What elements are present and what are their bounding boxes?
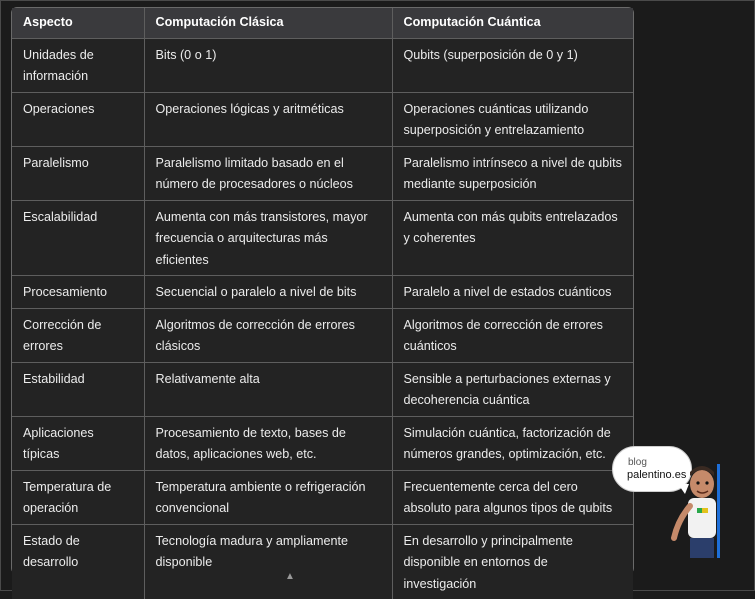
table-row <box>12 200 633 276</box>
row-aspect: Escalabilidad <box>12 200 144 276</box>
row-aspect: Aplicaciones típicas <box>12 416 144 470</box>
row-classical: Secuencial o paralelo a nivel de bits <box>144 276 392 309</box>
watermark-line2: palentino.es <box>627 469 687 481</box>
row-quantum: Paralelo a nivel de estados cuánticos <box>392 276 633 309</box>
row-quantum: Paralelismo intrínseco a nivel de qubits mediante superposición <box>392 146 633 200</box>
row-quantum: Simulación cuántica, factorización de números grandes, optimización, etc. <box>392 416 633 470</box>
row-classical: Temperatura ambiente o refrigeración convencional <box>144 470 392 524</box>
header-aspecto: Aspecto <box>12 8 144 38</box>
row-aspect: Temperatura de operación <box>12 470 144 524</box>
table-row <box>12 276 633 309</box>
row-aspect: Operaciones <box>12 92 144 146</box>
row-quantum: Frecuentemente cerca del cero absoluto para algunos tipos de qubits <box>392 470 633 524</box>
row-quantum: Operaciones cuánticas utilizando superposición y entrelazamiento <box>392 92 633 146</box>
table-row <box>12 524 633 599</box>
blog-watermark <box>612 446 720 558</box>
scroll-caret-icon: ▲ <box>285 571 295 582</box>
row-quantum: En desarrollo y principalmente disponible en entornos de investigación <box>403 533 573 591</box>
table-header-row <box>12 8 633 38</box>
row-quantum: Qubits (superposición de 0 y 1) <box>392 38 633 92</box>
row-aspect: Estabilidad <box>12 362 144 416</box>
row-aspect: Corrección de errores <box>12 308 144 362</box>
row-aspect: Unidades de información <box>12 38 144 92</box>
row-classical: Procesamiento de texto, bases de datos, aplicaciones web, etc. <box>144 416 392 470</box>
header-clasica: Computación Clásica <box>144 8 392 38</box>
watermark-accent-bar <box>717 464 720 558</box>
table-row <box>12 362 633 416</box>
table-row <box>12 416 633 470</box>
row-classical: Bits (0 o 1) <box>144 38 392 92</box>
row-aspect: Procesamiento <box>12 276 144 309</box>
row-classical: Paralelismo limitado basado en el número de procesadores o núcleos <box>144 146 392 200</box>
table-row <box>12 38 633 92</box>
row-quantum: Sensible a perturbaciones externas y decoherencia cuántica <box>392 362 633 416</box>
mascot-figure-icon <box>612 446 720 558</box>
watermark-line1: blog <box>628 457 647 468</box>
row-classical: Operaciones lógicas y aritméticas <box>144 92 392 146</box>
table-row <box>12 308 633 362</box>
table-row <box>12 470 633 524</box>
row-quantum: Aumenta con más qubits entrelazados y coherentes <box>392 200 633 276</box>
row-classical: Algoritmos de corrección de errores clásicos <box>144 308 392 362</box>
comparison-table <box>11 7 634 591</box>
table-row <box>12 92 633 146</box>
row-classical: Tecnología madura y ampliamente disponible <box>144 524 392 599</box>
table-row <box>12 146 633 200</box>
row-aspect: Estado de desarrollo <box>12 524 144 599</box>
header-cuantica: Computación Cuántica <box>392 8 633 38</box>
row-quantum: Algoritmos de corrección de errores cuánticos <box>392 308 633 362</box>
row-aspect: Paralelismo <box>12 146 144 200</box>
row-classical: Aumenta con más transistores, mayor frecuencia o arquitecturas más eficientes <box>144 200 392 276</box>
row-classical: Relativamente alta <box>144 362 392 416</box>
